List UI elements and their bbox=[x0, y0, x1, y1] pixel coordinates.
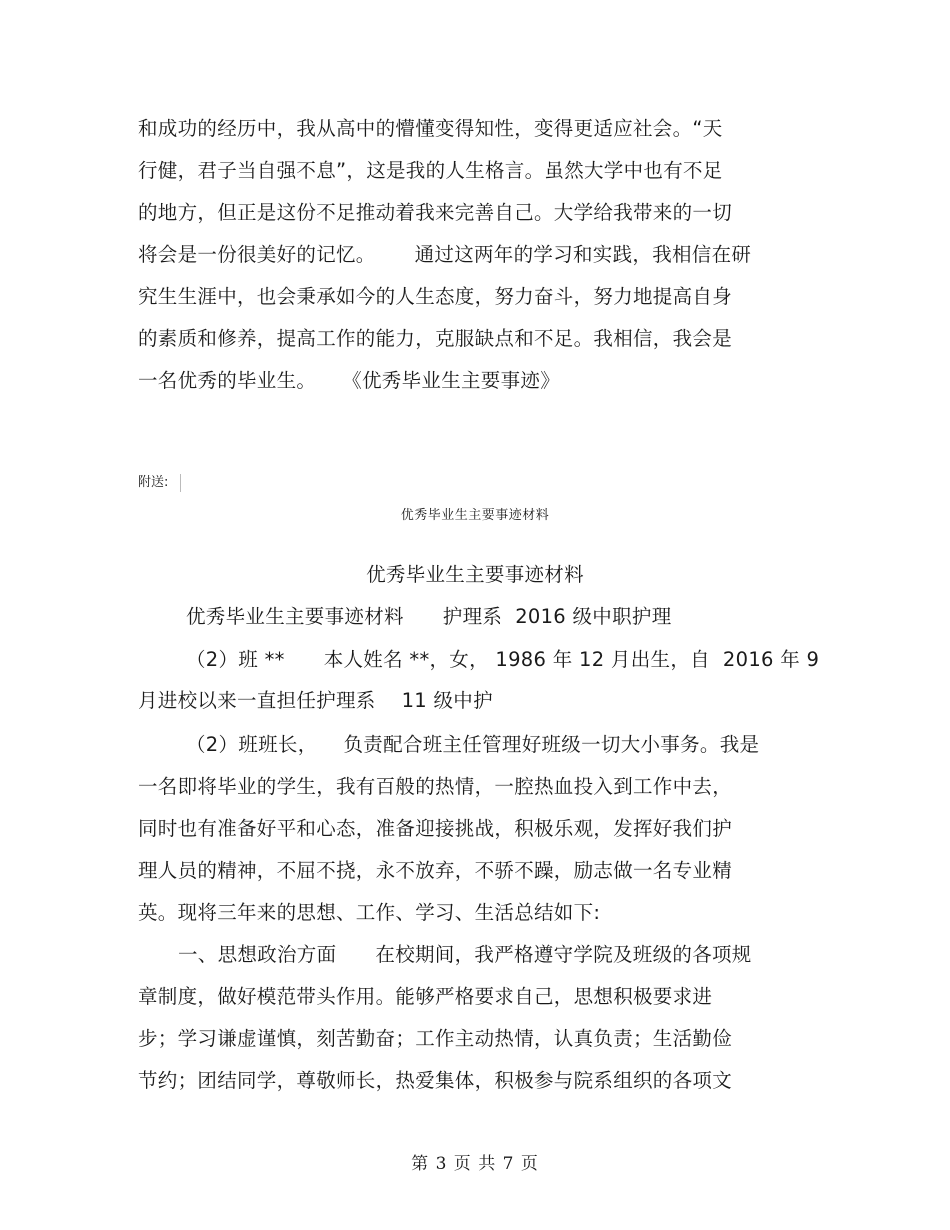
text-line: 章制度，做好模范带头作用。能够严格要求自己，思想积极要求进 bbox=[138, 985, 713, 1008]
text-line: 一、思想政治方面 在校期间，我严格遵守学院及班级的各项规 bbox=[178, 943, 752, 966]
text-line: （2）班班长， 负责配合班主任管理好班级一切大小事务。我是 bbox=[186, 733, 760, 756]
text-line: 理人员的精神，不屈不挠，永不放弃，不骄不躁，励志做一名专业精 bbox=[138, 859, 733, 882]
text-line: 的素质和修养，提高工作的能力，克服缺点和不足。我相信，我会是 bbox=[138, 327, 733, 350]
text-line: 行健，君子当自强不息”，这是我的人生格言。虽然大学中也有不足 bbox=[138, 159, 723, 182]
text-line: 和成功的经历中，我从高中的懵懂变得知性，变得更适应社会。“天 bbox=[138, 117, 723, 140]
page-number: 第 3 页 共 7 页 bbox=[411, 1154, 539, 1174]
text-line: 一名即将毕业的学生，我有百般的热情，一腔热血投入到工作中去， bbox=[138, 775, 733, 798]
text-line: 节约；团结同学，尊敬师长，热爱集体，积极参与院系组织的各项文 bbox=[138, 1069, 733, 1092]
text-line: 的地方，但正是这份不足推动着我来完善自己。大学给我带来的一切 bbox=[138, 201, 733, 224]
main-heading: 优秀毕业生主要事迹材料 bbox=[366, 563, 584, 586]
text-line: （2）班 ** 本人姓名 **，女， 1986 年 12 月出生，自 2016 年 9 bbox=[186, 648, 820, 671]
text-line: 将会是一份很美好的记忆。 通过这两年的学习和实践，我相信在研 bbox=[138, 243, 752, 266]
text-line: 同时也有准备好平和心态，准备迎接挑战，积极乐观，发挥好我们护 bbox=[138, 817, 733, 840]
attachment-label: 附送: bbox=[138, 474, 181, 492]
small-heading: 优秀毕业生主要事迹材料 bbox=[400, 508, 550, 523]
text-line: 究生生涯中，也会秉承如今的人生态度，努力奋斗，努力地提高自身 bbox=[138, 285, 733, 308]
text-line: 一名优秀的毕业生。 《优秀毕业生主要事迹》 bbox=[138, 369, 560, 392]
text-line: 英。现将三年来的思想、工作、学习、生活总结如下: bbox=[138, 901, 601, 924]
text-line: 月进校以来一直担任护理系 11 级中护 bbox=[138, 689, 493, 712]
text-line: 步；学习谦虚谨慎，刻苦勤奋；工作主动热情，认真负责；生活勤俭 bbox=[138, 1027, 733, 1050]
text-line: 优秀毕业生主要事迹材料 护理系 2016 级中职护理 bbox=[186, 605, 672, 628]
